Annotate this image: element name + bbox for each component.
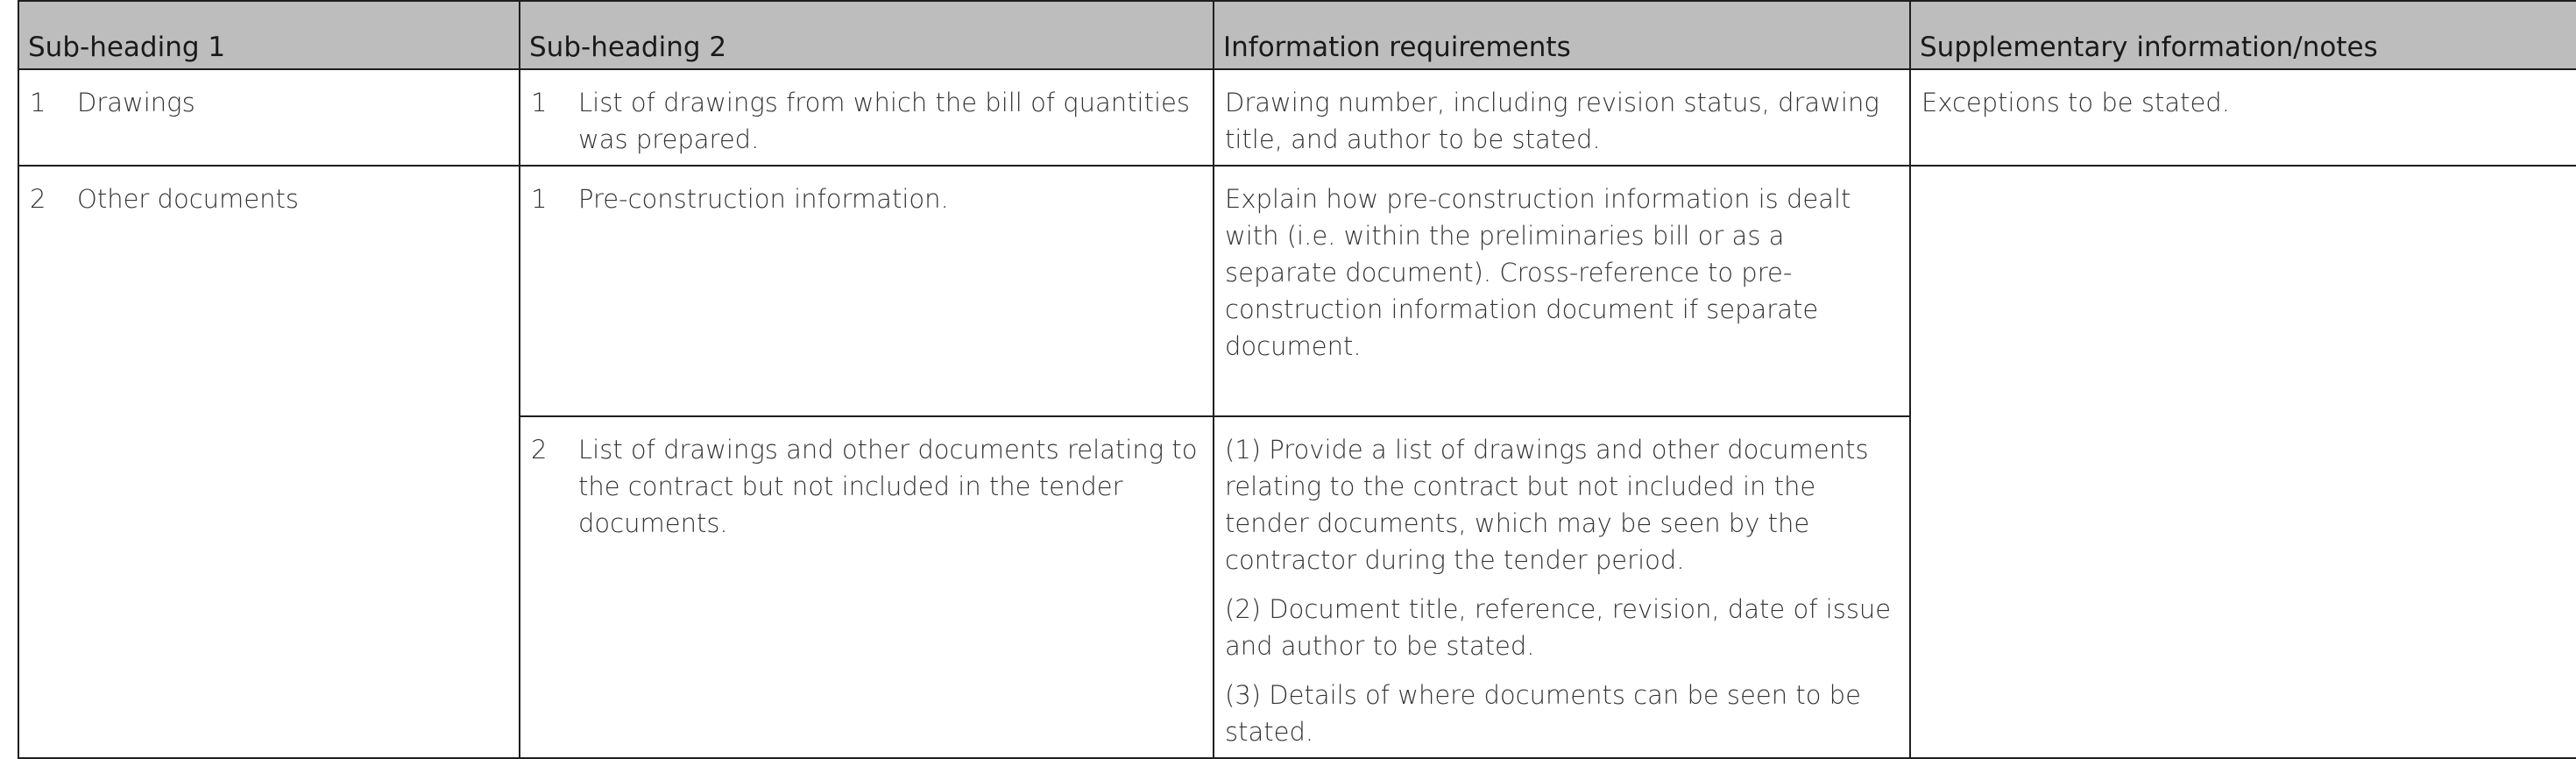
item-text: List of drawings from which the bill of quantities was prepared. (578, 88, 1190, 154)
info-paragraph: (3) Details of where documents can be seen to be stated. (1225, 680, 1861, 747)
cell-sub-heading-2 (520, 416, 1214, 758)
cell-sub-heading-1 (18, 69, 520, 166)
info-paragraph: Explain how pre-construction information is dealt with (i.e. within the preliminaries bill or as a separate document). Cross-reference to pre-construction information document if separate document. (1225, 184, 1851, 361)
item-label: Other documents (77, 184, 299, 214)
info-paragraph: (1) Provide a list of drawings and other documents relating to the contract but not included in the tender documents, which may be seen by the contractor during the tender period. (1225, 435, 1869, 575)
header-sub-heading-2: Sub-heading 2 (520, 1, 1214, 69)
item-text: List of drawings and other documents relating to the contract but not included in the tender documents. (578, 435, 1198, 538)
cell-information-requirements (1214, 416, 1910, 758)
cell-sub-heading-2 (520, 69, 1214, 166)
info-paragraph: (2) Document title, reference, revision, date of issue and author to be stated. (1225, 594, 1892, 661)
item-number: 1 (30, 88, 46, 117)
item-text: Pre-construction information. (578, 184, 949, 214)
table-row-drawings (18, 69, 2576, 166)
header-supplementary-notes: Supplementary information/notes (1910, 1, 2576, 69)
item-label: Drawings (77, 88, 195, 117)
cell-information-requirements (1214, 69, 1910, 166)
item-number: 1 (531, 88, 548, 117)
item-number: 2 (30, 184, 46, 214)
cell-supplementary-notes: Exceptions to be stated. (1910, 69, 2576, 166)
info-paragraph: Drawing number, including revision status, drawing title, and author to be stated. (1225, 88, 1879, 154)
table-row-other-documents (18, 166, 2576, 416)
item-number: 2 (531, 435, 548, 465)
header-sub-heading-1: Sub-heading 1 (18, 1, 520, 69)
cell-sub-heading-1 (18, 166, 520, 758)
cell-sub-heading-2 (520, 166, 1214, 416)
header-row (18, 1, 2576, 69)
item-number: 1 (531, 184, 548, 214)
cell-supplementary-notes (1910, 166, 2576, 758)
cell-information-requirements (1214, 166, 1910, 416)
header-information-requirements: Information requirements (1214, 1, 1910, 69)
rules-table (18, 0, 2576, 759)
